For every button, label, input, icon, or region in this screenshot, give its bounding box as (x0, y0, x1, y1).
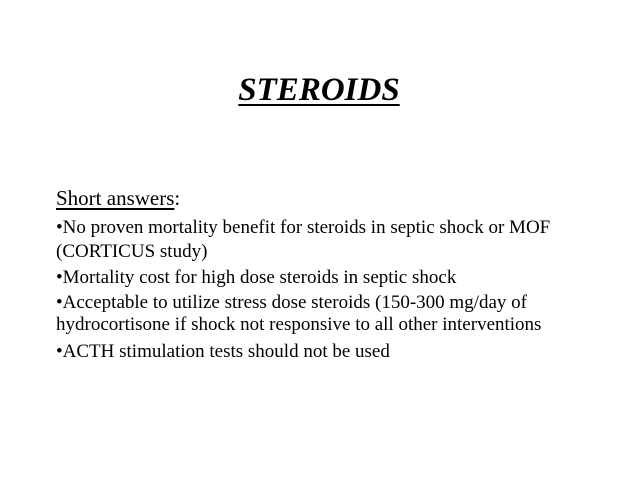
bullet-item-2: •Mortality cost for high dose steroids in septic shock (56, 267, 457, 288)
bullet-item-1: •No proven mortality benefit for steroids in septic shock or MOF (CORTICUS study) (56, 217, 551, 262)
bullet-item-3: •Acceptable to utilize stress dose steroids (150-300 mg/day of hydrocortisone if shock not responsive to all other interventions (56, 292, 542, 335)
subtitle-label: Short answers (56, 186, 175, 210)
subtitle (56, 186, 596, 210)
subtitle-colon: : (174, 186, 181, 210)
bullet-item-4: •ACTH stimulation tests should not be used (56, 341, 390, 362)
slide-body (56, 186, 596, 366)
slide-title: STEROIDS (238, 72, 400, 108)
